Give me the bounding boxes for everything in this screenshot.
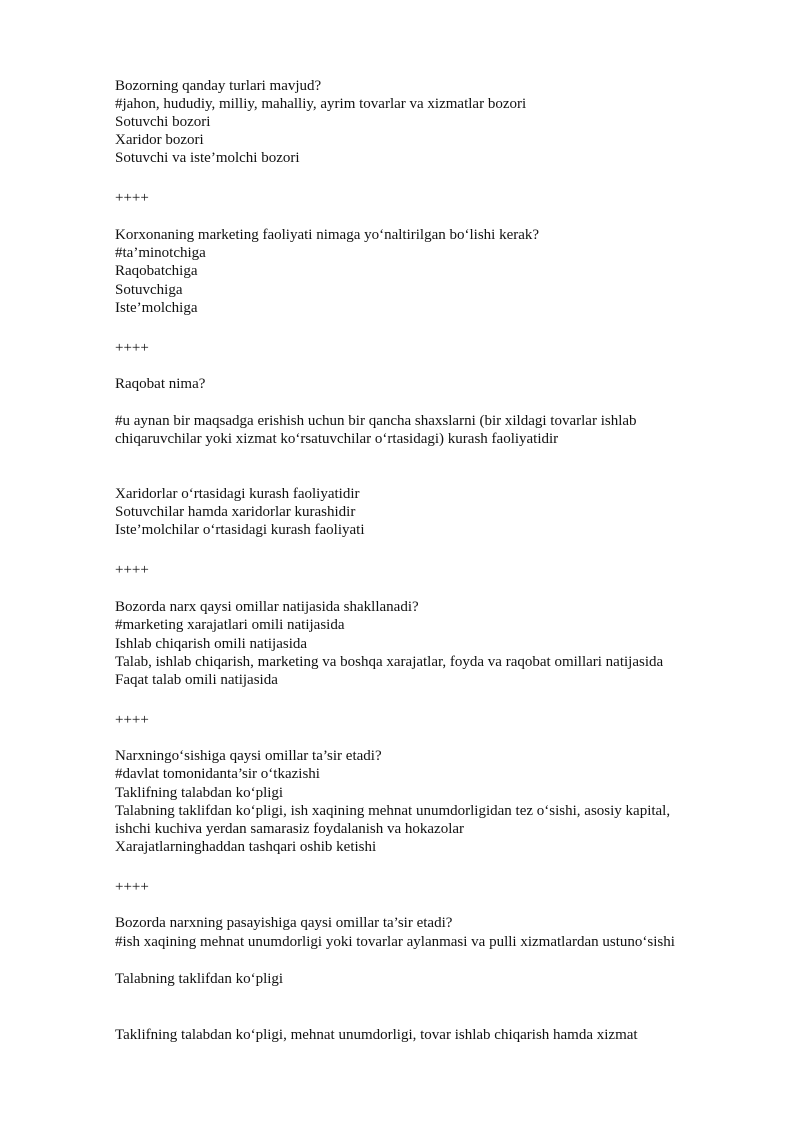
answer-option: Faqat talab omili natijasida <box>115 672 278 688</box>
answer-correct: #davlat tomonidanta’sir o‘tkazishi <box>115 766 320 782</box>
answer-option: ishchi kuchiva yerdan samarasiz foydalanish va hokazolar <box>115 821 465 837</box>
question-text: Narxningo‘sishiga qaysi omillar ta’sir etadi? <box>115 748 382 764</box>
answer-option: Taklifning talabdan ko‘pligi, mehnat unumdorligi, tovar ishlab chiqarish hamda xizmat <box>115 1027 638 1043</box>
answer-option: Iste’molchiga <box>115 300 198 316</box>
answer-option: Sotuvchilar hamda xaridorlar kurashidir <box>115 504 356 520</box>
answer-option: Talabning taklifdan ko‘pligi, ish xaqining mehnat unumdorligidan tez o‘sishi, asosiy kapital, <box>115 803 671 819</box>
answer-option: Xarajatlarninghaddan tashqari oshib ketishi <box>115 839 377 855</box>
answer-option: Sotuvchiga <box>115 282 183 298</box>
answer-option: Talabning taklifdan ko‘pligi <box>115 971 284 987</box>
answer-correct: #jahon, hududiy, milliy, mahalliy, ayrim tovarlar va xizmatlar bozori <box>115 96 527 112</box>
answer-option: Raqobatchiga <box>115 263 198 279</box>
separator: ++++ <box>115 879 149 895</box>
answer-option: Sotuvchi bozori <box>115 114 211 130</box>
answer-correct: chiqaruvchilar yoki xizmat ko‘rsatuvchilar o‘rtasidagi) kurash faoliyatidir <box>115 431 559 447</box>
answer-correct: #ta’minotchiga <box>115 245 206 261</box>
question-text: Raqobat nima? <box>115 376 206 392</box>
separator: ++++ <box>115 562 149 578</box>
answer-option: Talab, ishlab chiqarish, marketing va boshqa xarajatlar, foyda va raqobat omillari natijasida <box>115 654 664 670</box>
answer-option: Ishlab chiqarish omili natijasida <box>115 636 308 652</box>
answer-option: Xaridorlar o‘rtasidagi kurash faoliyatidir <box>115 486 360 502</box>
question-text: Bozorda narx qaysi omillar natijasida shakllanadi? <box>115 599 419 615</box>
answer-option: Iste’molchilar o‘rtasidagi kurash faoliyati <box>115 522 365 538</box>
separator: ++++ <box>115 340 149 356</box>
answer-correct: #ish xaqining mehnat unumdorligi yoki tovarlar aylanmasi va pulli xizmatlardan ustuno‘sishi <box>115 934 675 950</box>
separator: ++++ <box>115 190 149 206</box>
question-text: Korxonaning marketing faoliyati nimaga yo‘naltirilgan bo‘lishi kerak? <box>115 227 540 243</box>
question-text: Bozorda narxning pasayishiga qaysi omillar ta’sir etadi? <box>115 915 453 931</box>
answer-correct: #marketing xarajatlari omili natijasida <box>115 617 345 633</box>
answer-correct: #u aynan bir maqsadga erishish uchun bir qancha shaxslarni (bir xildagi tovarlar ishlab <box>115 413 637 429</box>
separator: ++++ <box>115 712 149 728</box>
answer-option: Sotuvchi va iste’molchi bozori <box>115 150 300 166</box>
answer-option: Xaridor bozori <box>115 132 204 148</box>
question-text: Bozorning qanday turlari mavjud? <box>115 78 322 94</box>
answer-option: Taklifning talabdan ko‘pligi <box>115 785 284 801</box>
